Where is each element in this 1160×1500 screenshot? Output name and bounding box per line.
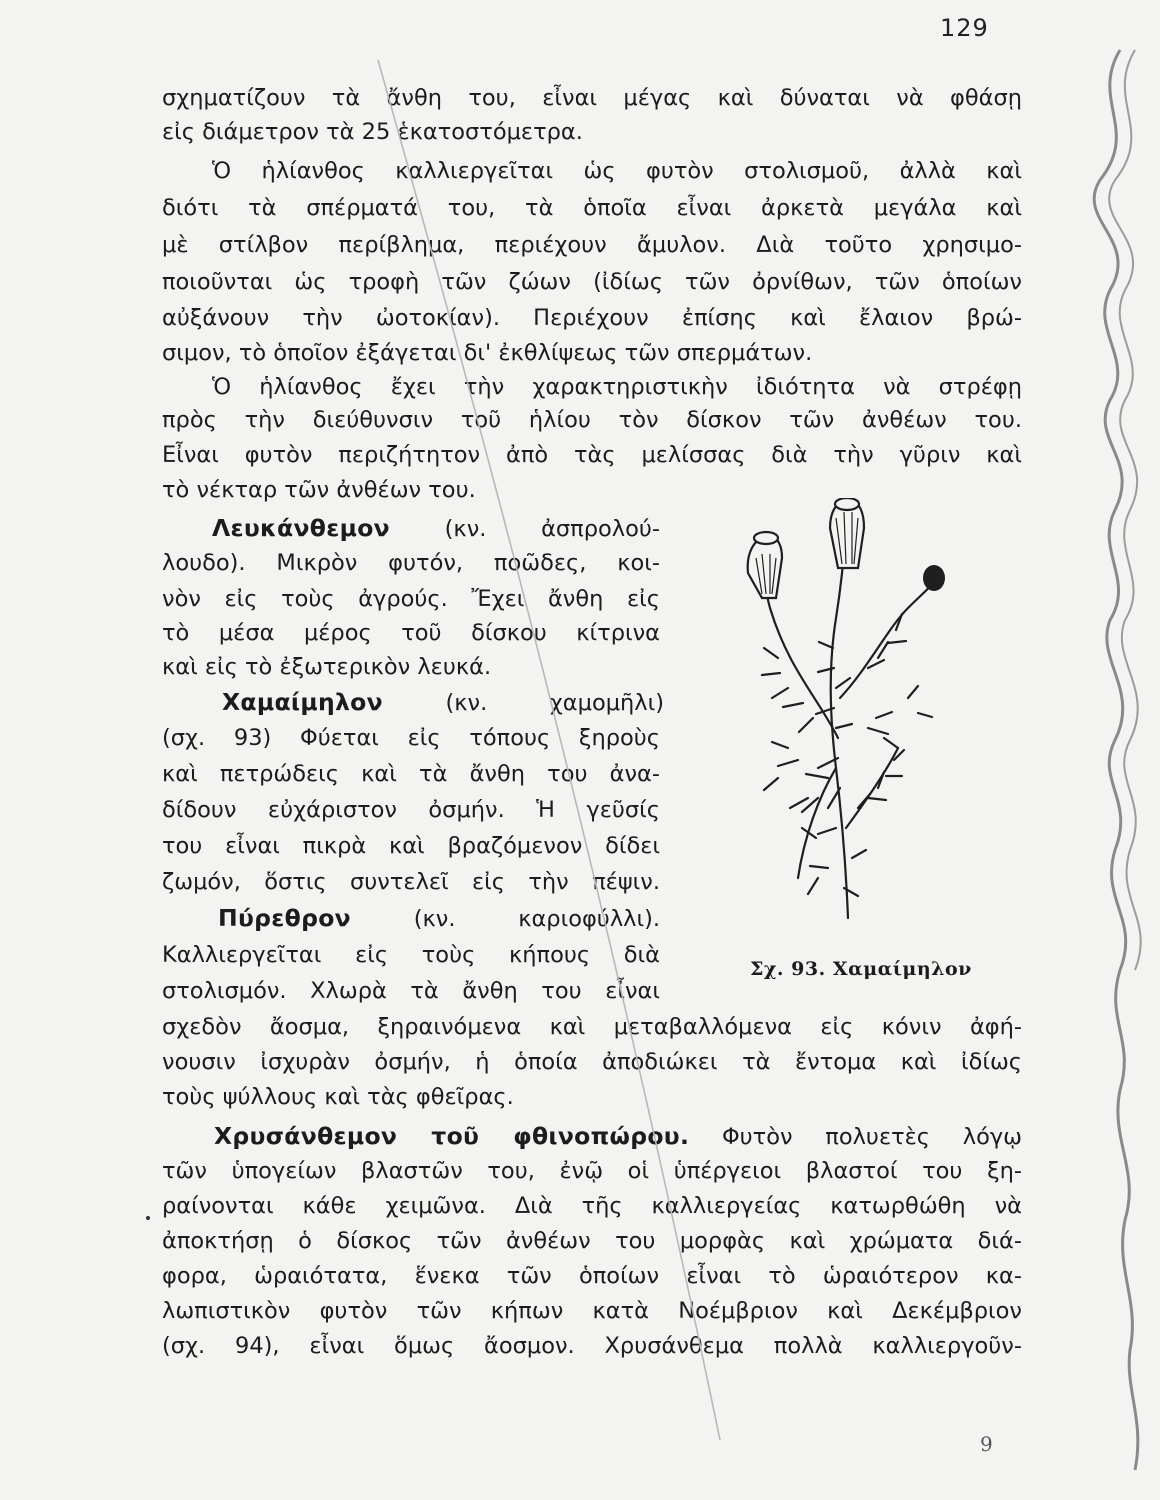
margin-scribble-decoration	[1080, 40, 1158, 1480]
term-pyrethron: Πύρεθρον	[218, 904, 351, 932]
text-line: δίδουν εὐχάριστον ὀσμήν. Ἡ γεῦσίς	[162, 797, 660, 823]
figure-caption: Σχ. 93. Χαμαίμηλον	[750, 958, 972, 980]
text-line: σχηματίζουν τὰ ἄνθη του, εἶναι μέγας καὶ δύναται νὰ φθάσῃ	[162, 85, 1022, 111]
text-line: μὲ στίλβον περίβλημα, περιέχουν ἄμυλον. Διὰ τοῦτο χρησιμο-	[162, 232, 1022, 258]
text-line: νὸν εἰς τοὺς ἀγρούς. Ἔχει ἄνθη εἰς	[162, 586, 660, 612]
term-chrysanthemon: Χρυσάνθεμον τοῦ φθινοπώρου.	[214, 1122, 690, 1150]
text-line: του εἶναι πικρὰ καὶ βραζόμενον δίδει	[162, 833, 660, 859]
figure-chamomile	[718, 498, 988, 948]
text-line: (σχ. 94), εἶναι ὅμως ἄοσμον. Χρυσάνθεμα πολλὰ καλλιεργοῦν-	[162, 1333, 1022, 1359]
term-leukanthemon: Λευκάνθεμον	[212, 514, 390, 542]
chamomile-plant-icon	[718, 498, 988, 948]
text-line: τὸ νέκταρ τῶν ἀνθέων του.	[162, 477, 476, 503]
text-line: τῶν ὑπογείων βλαστῶν του, ἐνῷ οἱ ὑπέργειοι βλαστοί του ξη-	[162, 1158, 1022, 1184]
text-line: Ὁ ἡλίανθος ἔχει τὴν χαρακτηριστικὴν ἰδιότητα νὰ στρέφῃ	[212, 374, 1022, 400]
text-line: λουδο). Μικρὸν φυτόν, ποῶδες, κοι-	[162, 550, 660, 576]
text-line: φορα, ὡραιότατα, ἕνεκα τῶν ὁποίων εἶναι τὸ ὡραιότερον κα-	[162, 1263, 1022, 1289]
text-line: τὸ μέσα μέρος τοῦ δίσκου κίτρινα	[162, 620, 660, 646]
text-line: πρὸς τὴν διεύθυνσιν τοῦ ἡλίου τὸν δίσκον τῶν ἀνθέων του.	[162, 407, 1022, 433]
text-line: ζωμόν, ὅστις συντελεῖ εἰς τὴν πέψιν.	[162, 869, 660, 895]
ink-speck	[146, 1216, 150, 1220]
section-heading-line: Πύρεθρον (κν. καριοφύλλι).	[218, 904, 660, 932]
text-line: διότι τὰ σπέρματά του, τὰ ὁποῖα εἶναι ἀρκετὰ μεγάλα καὶ	[162, 195, 1022, 221]
text-line: καὶ πετρώδεις καὶ τὰ ἄνθη του ἀνα-	[162, 761, 660, 787]
section-heading-line: Λευκάνθεμον (κν. ἀσπρολού-	[212, 514, 660, 542]
text-line: στολισμόν. Χλωρὰ τὰ ἄνθη του εἶναι	[162, 978, 660, 1004]
text-line: Εἶναι φυτὸν περιζήτητον ἀπὸ τὰς μελίσσας διὰ τὴν γῦριν καὶ	[162, 442, 1022, 468]
text-line: ποιοῦνται ὡς τροφὴ τῶν ζώων (ἰδίως τῶν ὀρνίθων, τῶν ὁποίων	[162, 269, 1022, 295]
text-line: λωπιστικὸν φυτὸν τῶν κήπων κατὰ Νοέμβριον καὶ Δεκέμβριον	[162, 1298, 1022, 1324]
text-line: Ὁ ἡλίανθος καλλιεργεῖται ὡς φυτὸν στολισμοῦ, ἀλλὰ καὶ	[212, 158, 1022, 184]
text-line: ραίνονται κάθε χειμῶνα. Διὰ τῆς καλλιεργείας κατωρθώθη νὰ	[162, 1193, 1022, 1219]
text-line: αὐξάνουν τὴν ὠοτοκίαν). Περιέχουν ἐπίσης καὶ ἔλαιον βρώ-	[162, 305, 1022, 331]
section-heading-line: Χρυσάνθεμον τοῦ φθινοπώρου. Φυτὸν πολυετὲς λόγῳ	[214, 1122, 1022, 1150]
section-heading-line: Χαμαίμηλον (κν. χαμομῆλι)	[222, 688, 664, 716]
text-line: εἰς διάμετρον τὰ 25 ἑκατοστόμετρα.	[162, 119, 583, 145]
term-chamaimelon: Χαμαίμηλον	[222, 688, 383, 716]
text-line: τοὺς ψύλλους καὶ τὰς φθεῖρας.	[162, 1084, 514, 1110]
text-line: ἀποκτήσῃ ὁ δίσκος τῶν ἀνθέων του μορφὰς καὶ χρώματα διά-	[162, 1228, 1022, 1254]
page-number: 129	[940, 14, 989, 42]
sheet-number: 9	[980, 1432, 993, 1456]
text-line: σχεδὸν ἄοσμα, ξηραινόμενα καὶ μεταβαλλόμενα εἰς κόνιν ἀφή-	[162, 1014, 1022, 1040]
text-line: (σχ. 93) Φύεται εἰς τόπους ξηροὺς	[162, 725, 660, 751]
text-line: καὶ εἰς τὸ ἐξωτερικὸν λευκά.	[162, 654, 492, 680]
text-line: Καλλιεργεῖται εἰς τοὺς κήπους διὰ	[162, 942, 660, 968]
text-line: σιμον, τὸ ὁποῖον ἐξάγεται δι' ἐκθλίψεως τῶν σπερμάτων.	[162, 340, 813, 366]
text-line: νουσιν ἰσχυρὰν ὀσμήν, ἡ ὁποία ἀποδιώκει τὰ ἔντομα καὶ ἰδίως	[162, 1049, 1022, 1075]
